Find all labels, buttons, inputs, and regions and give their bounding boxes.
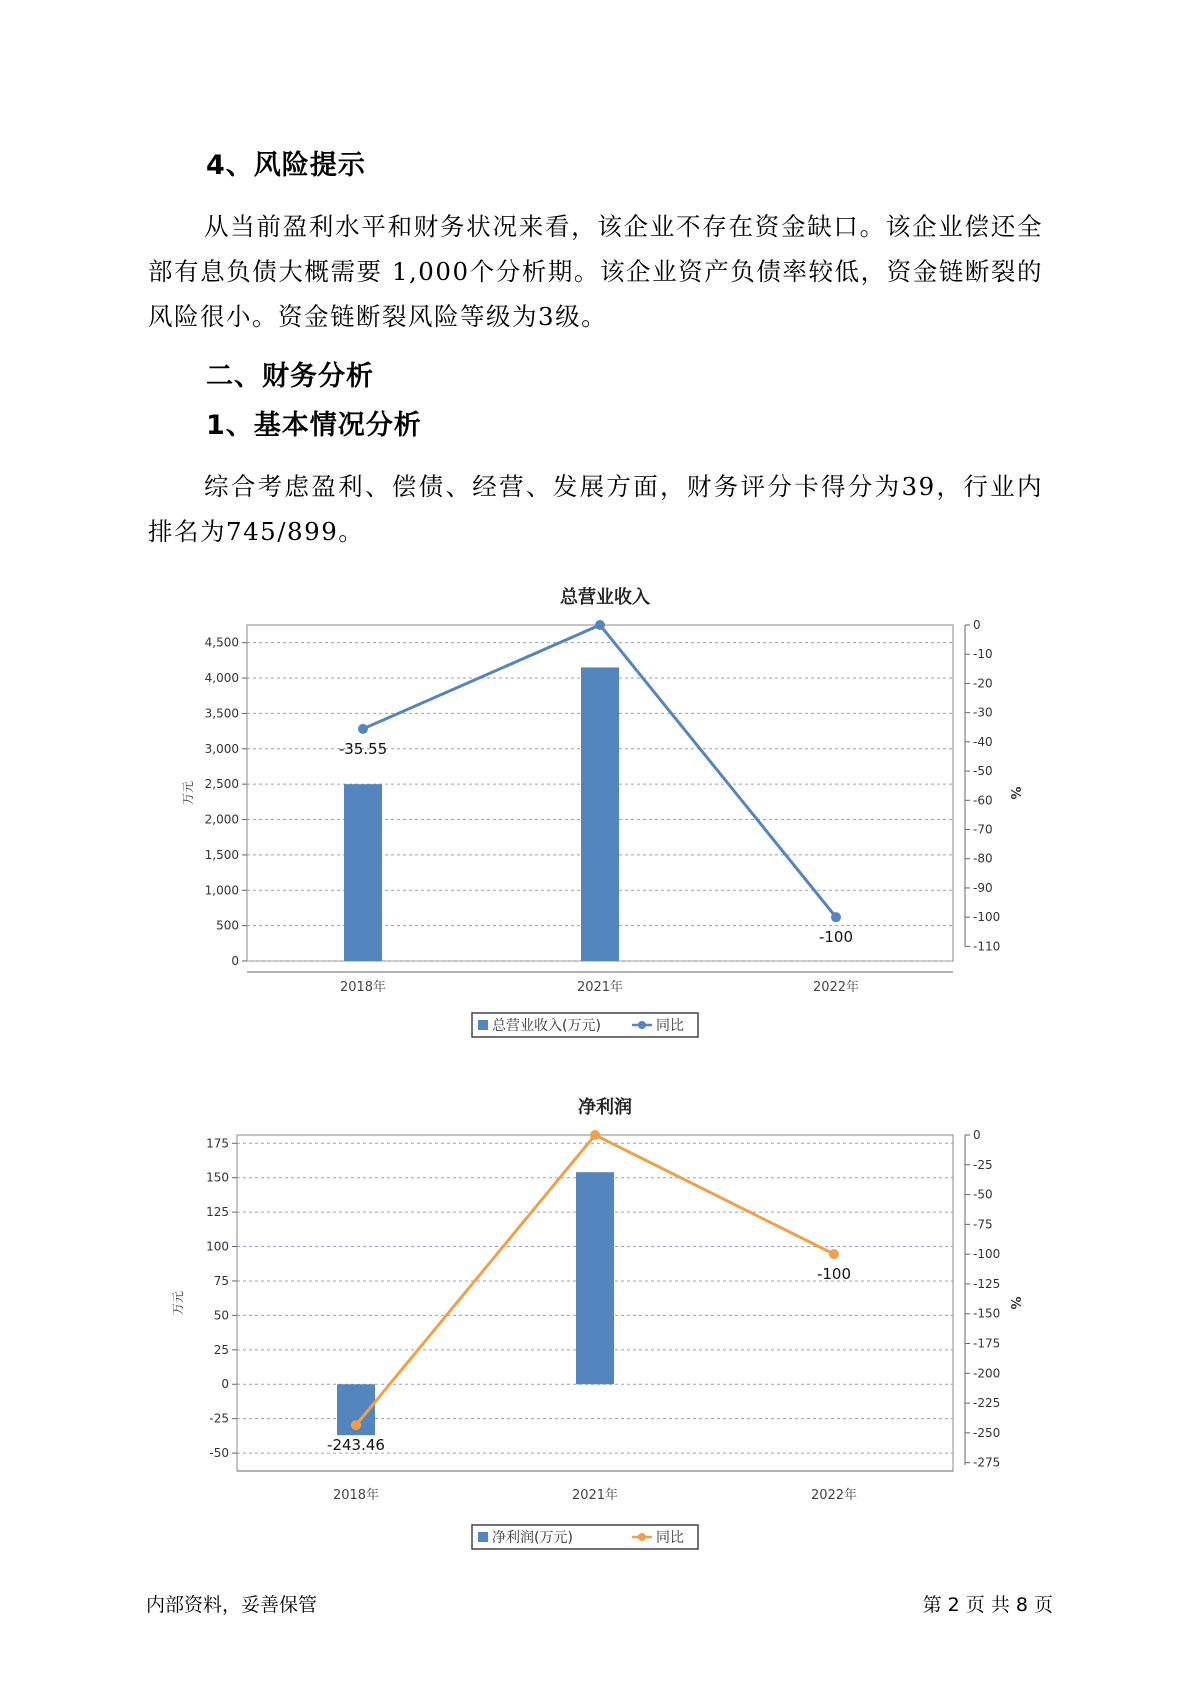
- y-tick-label: 175: [206, 1136, 229, 1151]
- y-axis-label: 万元: [181, 780, 195, 806]
- basic-heading: 1、基本情况分析: [206, 410, 422, 441]
- y2-tick-label: -30: [973, 705, 993, 720]
- data-label: -100: [816, 1265, 852, 1284]
- y-tick-label: 125: [206, 1205, 229, 1220]
- y2-tick-label: -50: [973, 764, 993, 779]
- y2-tick-label: -100: [973, 1247, 1001, 1262]
- bar: [576, 1172, 614, 1384]
- basic-paragraph-text: 综合考虑盈利、偿债、经营、发展方面，财务评分卡得分为39，行业内排名为745/899。: [148, 472, 1043, 546]
- legend-bar-label: 总营业收入(万元): [492, 1018, 601, 1034]
- y-tick-label: 50: [213, 1308, 229, 1323]
- y-tick-label: 75: [213, 1273, 229, 1288]
- risk-heading: 4、风险提示: [206, 150, 366, 181]
- y-tick-label: 1,500: [204, 847, 239, 862]
- chart-title: 总营业收入: [560, 587, 650, 608]
- data-label: -100: [818, 928, 854, 947]
- y-tick-label: 2,000: [204, 812, 239, 827]
- y2-tick-label: -200: [973, 1366, 1001, 1381]
- chart-title: 净利润: [578, 1097, 632, 1118]
- bar: [344, 784, 382, 961]
- legend-line-label: 同比: [656, 1530, 684, 1546]
- profit-chart: [0, 1075, 1191, 1546]
- y2-tick-label: 0: [973, 1128, 981, 1142]
- x-tick-label: 2018年: [339, 980, 387, 995]
- y2-tick-label: -60: [973, 793, 993, 808]
- y2-tick-label: -250: [973, 1425, 1001, 1440]
- y2-tick-label: 0: [973, 618, 981, 632]
- revenue-chart-svg: [0, 575, 1191, 1035]
- y2-tick-label: -90: [973, 880, 993, 895]
- y2-tick-label: -110: [973, 939, 1001, 954]
- y2-tick-label: -50: [973, 1187, 993, 1202]
- yoy-point: [590, 1130, 600, 1140]
- y2-tick-label: -275: [973, 1455, 1001, 1470]
- x-tick-label: 2022年: [812, 980, 860, 995]
- yoy-point: [358, 724, 368, 734]
- y2-tick-label: -75: [973, 1217, 993, 1232]
- y2-tick-label: -100: [973, 910, 1001, 925]
- y2-tick-label: -125: [973, 1276, 1001, 1291]
- legend-line-label: 同比: [656, 1018, 684, 1034]
- y2-tick-label: -80: [973, 851, 993, 866]
- y-tick-label: 3,000: [204, 741, 239, 756]
- y-tick-label: 25: [213, 1342, 229, 1357]
- footer-page-number: 第 2 页 共 8 页: [922, 1594, 1053, 1616]
- y2-tick-label: -150: [973, 1306, 1001, 1321]
- x-tick-label: 2018年: [332, 1488, 380, 1503]
- y-tick-label: 100: [206, 1239, 229, 1254]
- x-tick-label: 2021年: [576, 980, 624, 995]
- y-tick-label: 500: [216, 918, 239, 933]
- legend-line-dot: [638, 1021, 646, 1029]
- y-tick-label: 150: [206, 1170, 229, 1185]
- yoy-point: [831, 912, 841, 922]
- y2-tick-label: -40: [973, 734, 993, 749]
- profit-chart-svg: [0, 1075, 1191, 1546]
- y2-tick-label: -20: [973, 676, 993, 691]
- y-tick-label: -25: [209, 1411, 229, 1426]
- y-axis-label: 万元: [171, 1290, 185, 1316]
- risk-paragraph: [148, 204, 1043, 339]
- y-tick-label: 2,500: [204, 777, 239, 792]
- y-tick-label: -50: [209, 1446, 229, 1461]
- footer-confidential: 内部资料，妥善保管: [146, 1594, 318, 1616]
- legend-bar-swatch: [478, 1020, 488, 1030]
- finance-heading: 二、财务分析: [206, 361, 374, 392]
- yoy-point: [829, 1249, 839, 1259]
- y-tick-label: 1,000: [204, 883, 239, 898]
- y2-tick-label: -225: [973, 1396, 1001, 1411]
- y2-tick-label: -70: [973, 822, 993, 837]
- legend-line-dot: [638, 1533, 646, 1541]
- y2-tick-label: -10: [973, 647, 993, 662]
- revenue-chart: [0, 575, 1191, 1039]
- y2-axis-label: %: [1007, 786, 1022, 800]
- data-label: -35.55: [338, 739, 388, 758]
- x-tick-label: 2022年: [810, 1488, 858, 1503]
- risk-paragraph-text: 从当前盈利水平和财务状况来看，该企业不存在资金缺口。该企业偿还全部有息负债大概需要 1,000个分析期。该企业资产负债率较低，资金链断裂的风险很小。资金链断裂风险等级为3级。: [148, 212, 1043, 331]
- yoy-point: [351, 1420, 361, 1430]
- basic-paragraph: [148, 464, 1043, 554]
- y2-tick-label: -25: [973, 1157, 993, 1172]
- legend-bar-label: 净利润(万元): [492, 1530, 573, 1546]
- bar: [581, 667, 619, 961]
- y-tick-label: 4,000: [204, 671, 239, 686]
- x-tick-label: 2021年: [571, 1488, 619, 1503]
- y-tick-label: 0: [231, 954, 239, 968]
- y2-tick-label: -175: [973, 1336, 1001, 1351]
- legend-bar-swatch: [478, 1532, 488, 1542]
- data-label: -243.46: [327, 1436, 385, 1455]
- y-tick-label: 3,500: [204, 706, 239, 721]
- yoy-point: [595, 620, 605, 630]
- y-tick-label: 0: [221, 1377, 229, 1392]
- y2-axis-label: %: [1007, 1296, 1022, 1310]
- y-tick-label: 4,500: [204, 635, 239, 650]
